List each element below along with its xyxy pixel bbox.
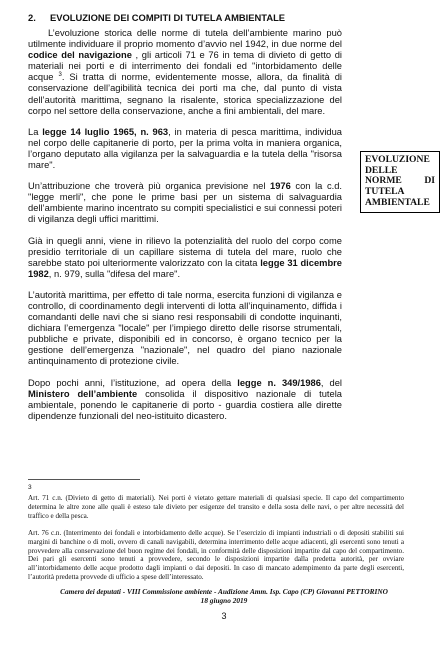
body-paragraph xyxy=(28,127,342,171)
bold-text: legge n. 349/1986 xyxy=(237,377,321,388)
footnote-mark: 3 xyxy=(28,484,32,491)
bold-text: 1976 xyxy=(270,181,291,192)
section-number: 2. xyxy=(28,12,36,23)
footnotes xyxy=(28,494,404,590)
body-text xyxy=(28,28,342,432)
body-paragraph xyxy=(28,236,342,280)
body-paragraph xyxy=(28,378,342,422)
margin-note-box xyxy=(360,151,440,213)
page-number: 3 xyxy=(221,611,227,621)
text-run: consolida il dispositivo nazionale di tutela ambientale, ponendo le capitanerie di porto - guardia costiera alle dirette dipendenze funzionali del neo-istituito dicastero. xyxy=(28,388,342,421)
footer-credit: Camera dei deputati - VIII Commissione ambiente - Audizione Amm. Isp. Capo (CP) Giovanni PETTORINO xyxy=(60,587,388,596)
section-title: EVOLUZIONE DEI COMPITI DI TUTELA AMBIENTALE xyxy=(50,12,286,23)
bold-text: codice del navigazione xyxy=(28,50,132,61)
footnote-reference: 3 xyxy=(58,72,62,79)
bold-text: legge 14 luglio 1965, n. 963 xyxy=(42,126,169,137)
text-run: , n. 979, sulla "difesa del mare". xyxy=(48,268,181,279)
text-run: Un’attribuzione che troverà più organica previsione nel xyxy=(28,181,271,192)
section-heading xyxy=(28,12,285,23)
margin-note-line: NORME DI xyxy=(365,175,435,187)
text-run: Già in quegli anni, viene in rilievo la potenzialità del ruolo del corpo come presidio territoriale di un capillare sistema di tutela del mare, ruolo che sarebbe stato poi ulteriormente valorizzato con la citata xyxy=(28,235,342,268)
margin-note-line: DELLE xyxy=(365,164,398,176)
text-run: L’evoluzione storica delle norme di tutela dell’ambiente marino può utilmente individuare il proprio momento d’avvio nel 1942, in due norme del xyxy=(28,28,342,50)
body-paragraph xyxy=(28,290,342,368)
text-run: La xyxy=(28,126,43,137)
footnote-text: Art. 76 c.n. (Interrimento dei fondali e intorbidamento delle acque). Se l’esercizio di impianti industriali o di depositi stabiliti sui margini di banchine o di moli, ovvero di canali navigabili, determina interrimento delle acque adiacenti, gli esercenti sono tenuti a provvedere alla conservazione del buon regime dei fondali, in conformità delle disposizioni impartite dal capo del compartimento. Dei pari gli esercenti sono tenuti a provvedere, secondo le disposizioni impartite dalla predetta autorità, per ovviare all’intorbidamento delle acque prodotto dagli impianti o dai depositi. In caso di mancato adempimento da parte degli esercenti, l’autorità predetta provvede di ufficio a spese dell’interessato. xyxy=(28,528,404,582)
text-run: L’autorità marittima, per effetto di tale norma, esercita funzioni di vigilanza e controllo, di coordinamento degli interventi di lotta all’inquinamento, diffida i comandanti delle navi che si siano resi responsabili di condotte inquinanti, dichiara l’emergenza "locale" per l’impiego diretto delle risorse strumentali, pubbliche e private, disponibili ed in concorso, è organo tecnico per la gestione dell’emergenza "nazionale", nel quadro del piano nazionale antinquinamento di protezione civile. xyxy=(28,289,342,367)
body-paragraph xyxy=(28,181,342,225)
text-run: Dopo pochi anni, l’istituzione, ad opera della xyxy=(28,377,238,388)
text-run: , gli articoli 71 e 76 in tema di divieto di getto di materiali nei porti e di interrimento dei fondali ed "intorbidamento delle acque xyxy=(28,50,342,83)
footnote-divider xyxy=(28,479,140,480)
margin-note-line: EVOLUZIONE xyxy=(365,154,430,165)
margin-note-line: TUTELA xyxy=(365,186,405,198)
footnote-text: Art. 71 c.n. (Divieto di getto di materiali). Nei porti è vietato gettare materiali di qualsiasi specie. Il capo del compartimento determina le altre zone alle quali è esteso tale divieto per esigenze del transito e della sosta delle navi, o per altre necessità del traffico e della pesca. xyxy=(28,494,404,520)
text-run: . Si tratta di norme, evidentemente mosse, allora, da finalità di conservazione dell’agibilità tecnica dei porti ma che, dal punto di vista dell’autorità marittima, segnano la risalente, storica specializzazione del corpo nel settore della conservazione, anche a fini ambientali, del mare. xyxy=(28,72,342,116)
margin-note-line: AMBIENTALE xyxy=(365,196,430,208)
text-run: , del xyxy=(320,377,342,388)
bold-text: Ministero dell’ambiente xyxy=(28,388,138,399)
text-run: , in materia di pesca marittima, individua nel corpo delle capitanerie di porto, per la prima volta in maniera organica, l’organo deputato alla vigilanza per la salvaguardia e la tutela della "risorsa mare". xyxy=(28,126,342,171)
footer-date: 18 giugno 2019 xyxy=(200,596,248,605)
text-run: con la c.d. "legge merli", che pone le prime basi per un sistema di salvaguardia dell’ambiente marino incentrato su compiti specialistici e sui connessi poteri di vigilanza degli uffici marittimi. xyxy=(28,181,342,225)
bold-text: legge 31 dicembre 1982 xyxy=(28,257,342,279)
body-paragraph xyxy=(28,28,342,117)
